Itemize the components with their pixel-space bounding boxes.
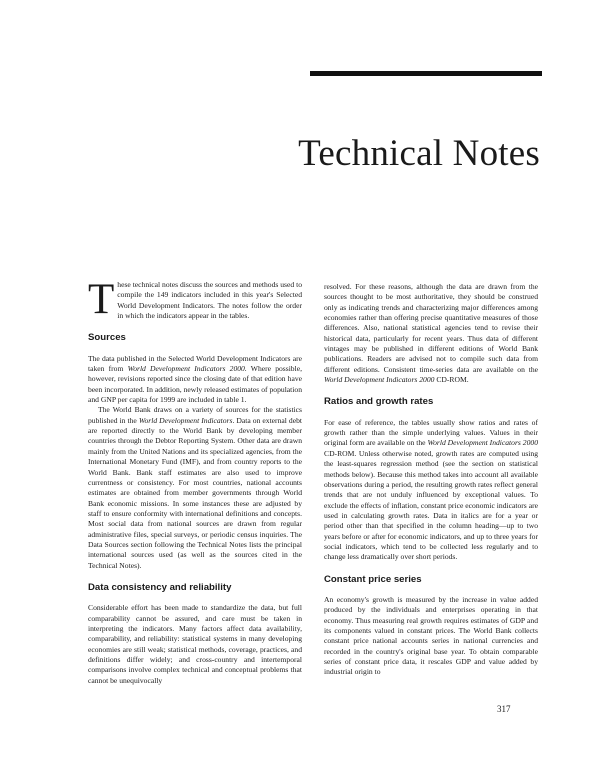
consistency-p2-italic: World Development Indicators 2000 — [324, 375, 435, 385]
sources-paragraph-1 — [88, 354, 302, 406]
consistency-p2-text-b: CD-ROM. — [434, 375, 469, 385]
ratios-p1-text-b: CD-ROM. Unless otherwise noted, growth rates are computed using the least-squares regression method (see the section on statistical methods below). Because this method takes into account all available observations during a period, the resulting growth rates reflect general trends that are not unduly influenced by exceptional values. To exclude the effects of inflation, constant price economic indicators are used in calculating growth rates. Data in italics are for a year or period other than that specified in the column heading—up to two years before or after for economic indicators, and up to three years for social indicators, which tend to be collected less regularly and to change less dramatically over short periods. — [324, 448, 538, 562]
consistency-paragraph-2 — [324, 282, 538, 385]
sources-p1-text-a: The data published in the Selected World Development Indicators are taken from — [88, 353, 302, 374]
section-heading-consistency: Data consistency and reliability — [88, 581, 232, 593]
title-rule — [310, 71, 542, 76]
intro-paragraph — [88, 250, 302, 321]
left-column — [88, 250, 302, 686]
section-heading-ratios: Ratios and growth rates — [324, 396, 434, 408]
intro-text: hese technical notes discuss the sources and methods used to compile the 149 indicators included in this year's Selected World Development Indicators. The notes follow the order in which the indicators appear in the tables. — [117, 280, 302, 321]
section-heading-constant-price: Constant price series — [324, 573, 422, 585]
sources-p2-text-a: The World Bank draws on a variety of sources for the statistics published in the — [88, 405, 302, 425]
right-column — [324, 282, 538, 678]
ratios-p1-italic: World Development Indicators 2000 — [427, 438, 538, 448]
consistency-paragraph-1: Considerable effort has been made to standardize the data, but full comparability cannot be assured, and care must be taken in interpreting the indicators. Many factors affect data availability, comparability, and reliability: statistical systems in many developing economies are still weak; statistical methods, coverage, practices, and definitions differ widely; and cross-country and intertemporal comparisons involve complex technical and conceptual problems that cannot be unequivocally — [88, 603, 302, 685]
constant-price-paragraph-1: An economy's growth is measured by the increase in value added produced by the individuals and enterprises operating in that economy. Thus measuring real growth requires estimates of GDP and its components valued in constant prices. The World Bank collects constant price national accounts series in national currencies and recorded in the country's original base year. To obtain comparable series of constant price data, it rescales GDP and value added by industrial origin to — [324, 594, 538, 677]
sources-p2-text-b: . Data on external debt are reported directly to the World Bank by developing member countries through the Debtor Reporting System. Other data are drawn mainly from the United Nations and its specialized agencies, from the International Monetary Fund (IMF), and from country reports to the World Bank. Bank staff estimates are also used to improve currentness or consistency. For most countries, national accounts estimates are obtained from member governments through World Bank economic missions. In some instances these are adjusted by staff to ensure conformity with international definitions and concepts. Most social data from national sources are drawn from regular administrative files, special surveys, or periodic census inquiries. The Data Sources section following the Technical Notes lists the principal international sources used (as well as the sources cited in the Technical Notes). — [88, 415, 302, 570]
section-heading-sources: Sources — [88, 332, 126, 344]
sources-p1-text-b: Where possible, however, revisions reported since the closing date of that edition have been incorporated. In addition, newly released estimates of population and GNP per capita for 1999 are included in table 1. — [88, 364, 302, 405]
drop-cap: T — [88, 276, 115, 323]
page-title: Technical Notes — [298, 133, 540, 174]
sources-p1-italic: World Development Indicators 2000. — [127, 364, 247, 374]
page-number: 317 — [497, 704, 511, 714]
ratios-p1-text-a: For ease of reference, the tables usually show ratios and rates of growth rather than the simple underlying values. Values in their original form are available on the — [324, 417, 538, 448]
sources-paragraph-2 — [88, 405, 302, 571]
consistency-p2-text-a: resolved. For these reasons, although the data are drawn from the sources thought to be most authoritative, they should be construed only as indicating trends and characterizing major differences among economies rather than offering precise quantitative measures of those differences. Also, national statistical agencies tend to revise their historical data, particularly for recent years. Thus data of different vintages may be published in different editions of World Bank publications. Readers are advised not to compile such data from different editions. Consistent time-series data are available on the — [324, 282, 538, 374]
ratios-paragraph-1 — [324, 418, 538, 563]
sources-p2-italic: World Development Indicators — [138, 415, 233, 425]
